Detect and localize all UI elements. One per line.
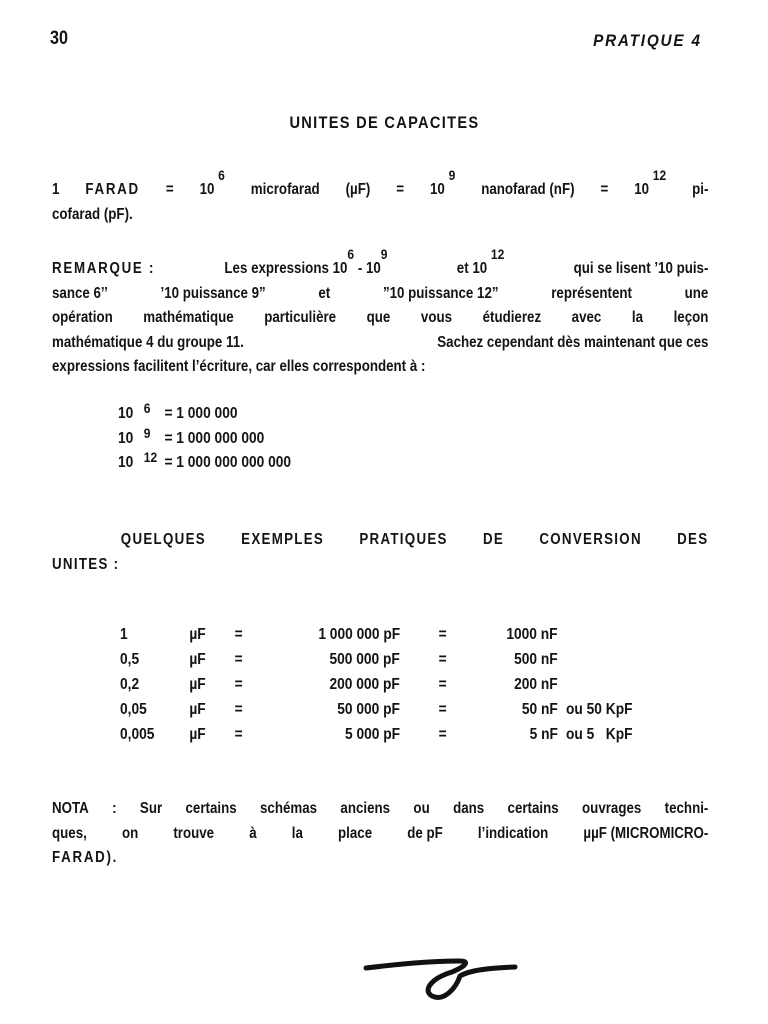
power-value: = 1 000 000 000 000 (164, 454, 292, 471)
capacitance-value: 0,5 (120, 651, 140, 668)
power-base: 10 (118, 429, 134, 447)
capacitance-value: 1 (120, 626, 128, 643)
equals-sign: = (438, 676, 447, 693)
word: ouvrages (582, 800, 642, 817)
word: DE (482, 531, 505, 548)
farad-definition (52, 167, 710, 227)
text-segment: Les expressions 10 (224, 260, 348, 277)
word: étudierez (482, 309, 542, 326)
power-base: 10 (118, 454, 134, 471)
power-base: 10 (118, 405, 134, 422)
remarque-label: REMARQUE : (52, 260, 156, 277)
nota-paragraph (52, 797, 710, 871)
signature-icon (360, 948, 520, 1013)
word: représentent (551, 284, 632, 302)
equals-sign: = (438, 726, 447, 743)
power-exponent: 6 (218, 167, 225, 183)
word: schémas (259, 800, 318, 817)
picofarad-value: 5 000 pF (344, 726, 400, 743)
farad-text: nanofarad (nF) (481, 181, 575, 198)
word: la (631, 309, 644, 326)
remarque-paragraph (52, 246, 710, 380)
capacitance-value: 0,05 (120, 701, 147, 718)
unit-label: µF (189, 651, 206, 668)
capacitance-value: 0,2 (120, 676, 140, 693)
examples-heading-text: UNITES : (52, 555, 120, 573)
farad-line-2 (52, 203, 708, 228)
powers-list (118, 402, 319, 476)
word: expressions facilitent l’écriture, car elles correspondent à : (52, 358, 426, 375)
word: QUELQUES (120, 531, 206, 548)
unit-label: µF (189, 626, 206, 643)
farad-line-1 (52, 167, 709, 203)
word: leçon (673, 309, 709, 326)
power-base: 10 (430, 181, 445, 198)
equals-sign: = (234, 626, 243, 643)
equals-sign: = (438, 701, 447, 718)
nota-line (52, 822, 708, 847)
section-title-text: UNITES DE CAPACITES (289, 113, 479, 132)
word: mathématique 4 du groupe 11. (52, 333, 244, 351)
picofarad-value: 1 000 000 pF (318, 626, 400, 643)
word: NOTA (52, 800, 89, 817)
word: on (121, 824, 139, 842)
word: DES (677, 531, 709, 548)
nanofarad-value: 5 nF (529, 726, 558, 743)
nanofarad-value: 200 nF (514, 676, 558, 693)
power-exponent: 9 (380, 246, 388, 262)
equals-sign: = (234, 651, 243, 668)
signature-stroke (360, 948, 520, 1008)
unit-label: µF (189, 726, 206, 743)
farad-text: cofarad (pF). (52, 205, 133, 223)
power-exponent: 6 (347, 246, 355, 262)
farad-text: 1 (52, 181, 60, 198)
word: Sachez cependant dès maintenant que ces (437, 333, 709, 351)
examples-heading (52, 528, 710, 577)
word: l’indication (477, 824, 549, 842)
equals-sign: = (234, 676, 243, 693)
word: une (684, 284, 709, 302)
word: EXEMPLES (241, 531, 325, 548)
text-segment: - 10 (354, 260, 381, 277)
picofarad-value: 200 000 pF (329, 676, 400, 693)
word: µµF (MICROMICRO- (583, 824, 709, 842)
word: FARAD). (52, 849, 119, 866)
word: ’10 puissance 9” (160, 284, 266, 302)
word: techni- (664, 800, 709, 817)
examples-heading-line-1 (52, 528, 708, 553)
power-expression (634, 167, 667, 203)
equals-sign: = (438, 651, 447, 668)
word: vous (420, 309, 453, 326)
power-exponent: 9 (448, 167, 456, 183)
power-exponent: 6 (143, 400, 151, 416)
word: trouve (173, 824, 215, 842)
text-segment: et 10 (456, 260, 488, 277)
page-number: 30 (50, 28, 68, 49)
word: ”10 puissance 12” (382, 284, 499, 302)
word: certains (507, 800, 559, 817)
alternate-value: ou 50 KpF (566, 701, 633, 718)
nota-line (52, 846, 708, 871)
farad-text: FARAD (85, 181, 140, 198)
power-base: 10 (634, 181, 650, 198)
unit-label: µF (189, 676, 206, 693)
farad-text: pi- (692, 181, 709, 198)
farad-text: microfarad (250, 181, 320, 198)
word: place (338, 824, 373, 842)
equals-sign: = (396, 181, 405, 198)
capacitance-value: 0,005 (120, 726, 155, 743)
nota-line (52, 797, 708, 822)
nanofarad-value: 1000 nF (506, 626, 558, 643)
word: certains (185, 800, 237, 817)
equals-sign: = (165, 181, 174, 198)
nanofarad-value: 500 nF (514, 651, 558, 668)
word: que (366, 309, 391, 326)
power-exponent: 12 (143, 449, 158, 465)
word: mathématique (143, 309, 234, 326)
word: anciens (340, 800, 391, 817)
power-exponent: 12 (490, 246, 505, 262)
word: CONVERSION (539, 531, 642, 548)
word: ou (413, 800, 430, 817)
word: de pF (407, 824, 443, 842)
word: avec (571, 309, 602, 326)
power-row (118, 451, 291, 476)
alternate-value: ou 5 KpF (566, 726, 633, 743)
picofarad-value: 50 000 pF (337, 701, 400, 718)
nanofarad-value: 50 nF (522, 701, 558, 718)
power-value: = 1 000 000 (164, 405, 238, 422)
power-expression (199, 167, 225, 203)
power-expression (430, 167, 456, 203)
word: PRATIQUES (359, 531, 448, 548)
examples-heading-line-2 (52, 553, 708, 578)
equals-sign: = (438, 626, 447, 643)
power-base: 10 (199, 181, 215, 198)
remarque-text (224, 246, 388, 282)
equals-sign: = (600, 181, 609, 198)
remarque-line (52, 306, 708, 331)
power-exponent: 9 (143, 424, 151, 441)
remarque-text (456, 246, 505, 282)
word: opération (52, 309, 113, 326)
remarque-line (52, 355, 708, 380)
picofarad-value: 500 000 pF (329, 651, 400, 668)
word: dans (453, 800, 485, 817)
farad-text: (µF) (345, 181, 371, 198)
section-title (0, 113, 768, 133)
word: particulière (264, 309, 337, 326)
remarque-line (52, 246, 709, 282)
word: Sur (139, 800, 163, 817)
word: la (291, 824, 303, 842)
word: à (249, 824, 257, 842)
equals-sign: = (234, 701, 243, 718)
power-exponent: 12 (652, 167, 667, 183)
equals-sign: = (234, 726, 243, 743)
word: et (318, 284, 331, 302)
remarque-line (52, 282, 708, 307)
word: sance 6’’ (52, 284, 108, 302)
remarque-text: qui se lisent ’10 puis- (573, 260, 709, 277)
running-head: PRATIQUE 4 (593, 31, 702, 50)
word: : (112, 800, 117, 817)
unit-label: µF (189, 701, 206, 718)
power-value: = 1 000 000 000 (164, 429, 265, 447)
remarque-line (52, 331, 708, 356)
word: ques, (52, 824, 87, 842)
